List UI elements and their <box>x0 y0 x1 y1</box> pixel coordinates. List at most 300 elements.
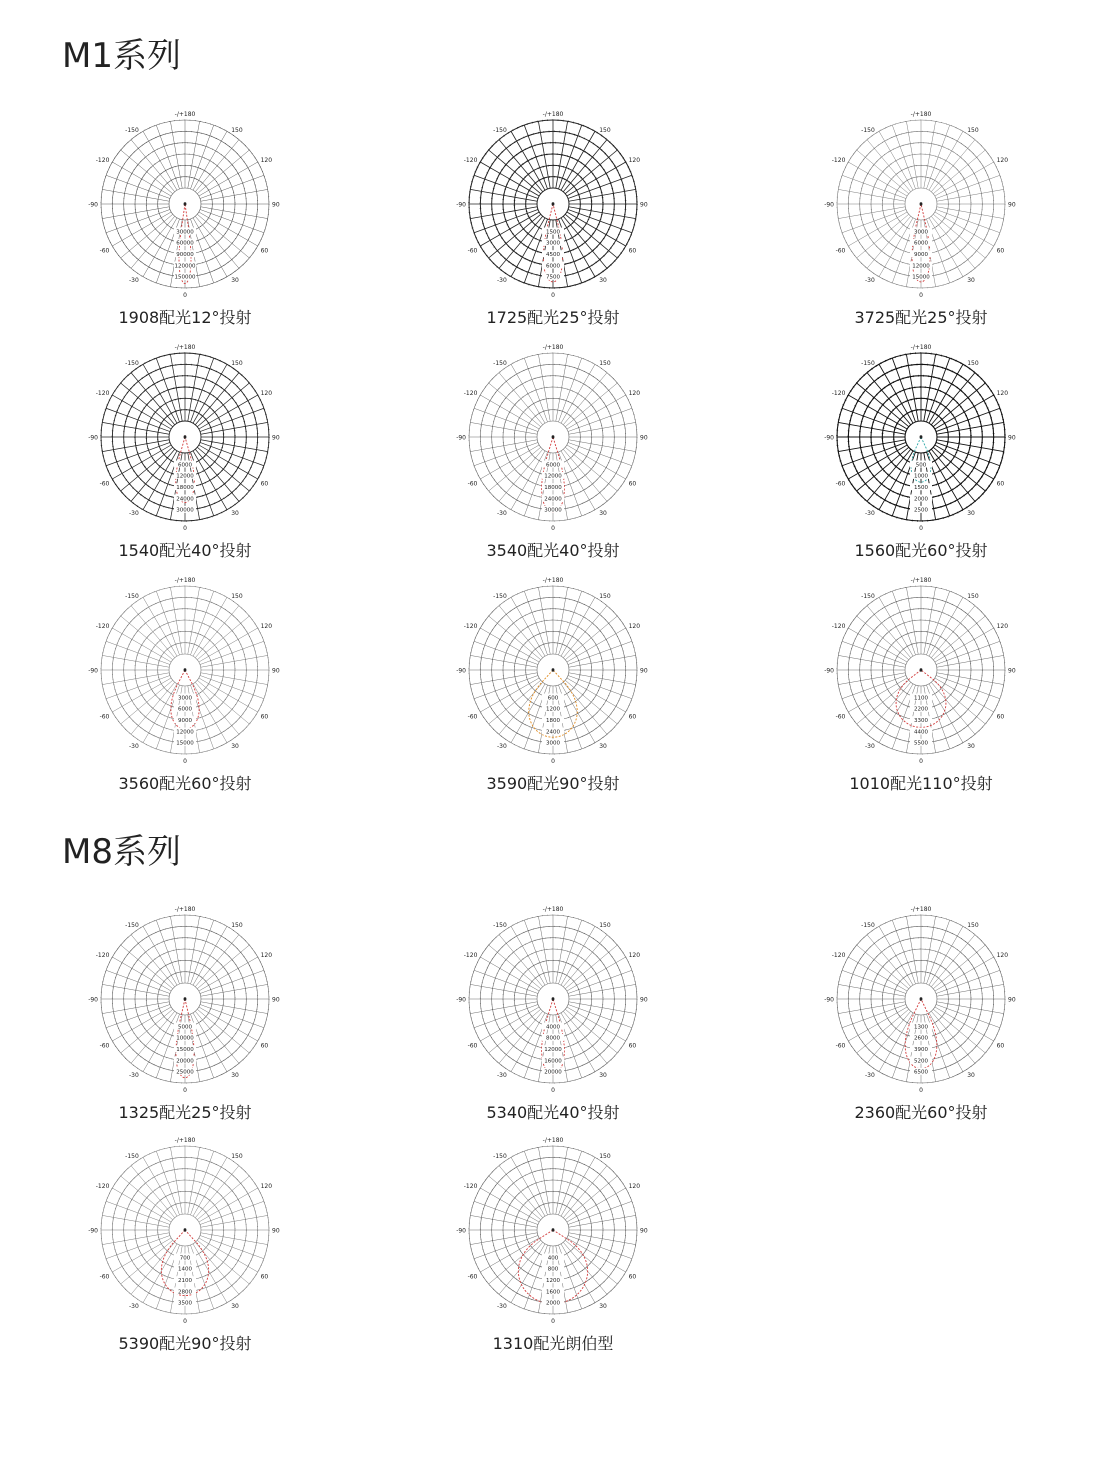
grid-spoke <box>565 616 617 660</box>
angle-label: 90 <box>272 201 280 209</box>
grid-spoke <box>931 606 975 658</box>
grid-spoke <box>929 131 963 190</box>
grid-spoke <box>935 162 994 196</box>
grid-spoke <box>563 1166 607 1218</box>
polar-chart-card <box>75 578 295 808</box>
radial-value-label: 10000 <box>176 1035 194 1042</box>
chart-caption: 1325配光25°投射 <box>118 1103 252 1122</box>
center-label: 0 <box>551 202 555 208</box>
angle-label: 0 <box>551 525 555 532</box>
grid-spoke <box>926 125 949 189</box>
grid-spoke <box>112 1238 171 1272</box>
grid-spoke <box>842 175 906 198</box>
grid-spoke <box>936 175 1000 198</box>
angle-label: -60 <box>99 1042 110 1050</box>
grid-spoke <box>933 1009 985 1053</box>
grid-spoke <box>131 682 175 734</box>
grid-spoke <box>112 1188 171 1222</box>
angle-label: -/+180 <box>542 577 564 584</box>
angle-label: 0 <box>919 525 923 532</box>
grid-spoke <box>935 957 994 991</box>
radial-value-label: 30000 <box>176 229 194 236</box>
grid-spoke <box>524 591 547 655</box>
grid-spoke <box>568 209 632 232</box>
grid-spoke <box>926 358 949 422</box>
radial-value-label: 5500 <box>914 740 928 747</box>
grid-spoke <box>867 606 911 658</box>
grid-spoke <box>489 383 541 427</box>
angle-label: -120 <box>95 623 110 630</box>
angle-label: -90 <box>88 996 98 1004</box>
radial-value-label: 4400 <box>914 729 928 736</box>
polar-chart <box>824 111 1016 300</box>
grid-spoke <box>561 364 595 423</box>
angle-label: 30 <box>231 1072 239 1080</box>
angle-label: -150 <box>125 592 139 600</box>
angle-label: 60 <box>628 1273 637 1281</box>
grid-spoke <box>499 606 543 658</box>
grid-spoke <box>200 175 264 198</box>
chart-caption: 3725配光25°投射 <box>854 308 988 327</box>
grid-spoke <box>848 1007 907 1041</box>
angle-label: 60 <box>996 1042 1005 1050</box>
angle-label: 90 <box>272 667 280 675</box>
polar-chart <box>88 111 280 300</box>
grid-spoke <box>563 935 607 987</box>
center-label: 0 <box>183 435 187 441</box>
grid-spoke <box>936 1004 1000 1027</box>
radial-value-label: 30000 <box>176 507 194 514</box>
grid-spoke <box>936 209 1000 232</box>
angle-label: -30 <box>128 743 139 751</box>
grid-spoke <box>112 957 171 991</box>
angle-label: 150 <box>599 921 611 929</box>
angle-label: 30 <box>599 743 607 751</box>
grid-spoke <box>106 1235 170 1258</box>
angle-label: 120 <box>628 623 641 630</box>
grid-spoke <box>106 209 170 232</box>
grid-spoke <box>200 641 264 664</box>
angle-label: -30 <box>128 277 139 285</box>
angle-label: -60 <box>467 247 478 255</box>
angle-label: -/+180 <box>910 111 932 118</box>
angle-label: -120 <box>463 623 478 630</box>
grid-spoke <box>499 1242 543 1294</box>
grid-spoke <box>568 970 632 993</box>
angle-label: 60 <box>260 480 269 488</box>
angle-label: 150 <box>231 921 243 929</box>
angle-label: 150 <box>231 359 243 367</box>
grid-spoke <box>112 445 171 479</box>
angle-label: -60 <box>467 480 478 488</box>
grid-spoke <box>933 150 985 194</box>
angle-label: -/+180 <box>542 906 564 913</box>
grid-spoke <box>121 214 173 258</box>
angle-label: 60 <box>628 247 637 255</box>
grid-spoke <box>106 1201 170 1224</box>
chart-caption: 3590配光90°投射 <box>486 774 620 793</box>
radial-value-label: 3900 <box>914 1047 928 1053</box>
angle-label: 0 <box>183 292 187 299</box>
angle-label: -120 <box>95 1183 110 1190</box>
grid-spoke <box>499 935 543 987</box>
radial-value-label: 9000 <box>914 252 928 258</box>
center-label: 0 <box>183 668 187 674</box>
grid-spoke <box>200 1235 264 1258</box>
grid-spoke <box>106 1004 170 1027</box>
radial-value-label: 4000 <box>546 1024 560 1031</box>
radial-value-label: 500 <box>915 462 927 469</box>
angle-label: 90 <box>640 667 648 675</box>
grid-spoke <box>565 1009 617 1053</box>
grid-spoke <box>511 131 545 190</box>
angle-label: 0 <box>919 292 923 299</box>
angle-label: 90 <box>1008 996 1016 1004</box>
grid-spoke <box>568 675 632 698</box>
grid-spoke <box>480 1007 539 1041</box>
grid-spoke <box>568 442 632 465</box>
grid-spoke <box>131 935 175 987</box>
grid-spoke <box>499 373 543 425</box>
angle-label: 0 <box>919 758 923 765</box>
angle-label: -120 <box>463 157 478 164</box>
angle-label: -150 <box>493 592 507 600</box>
grid-spoke <box>190 591 213 655</box>
angle-label: 150 <box>231 592 243 600</box>
grid-spoke <box>474 1201 538 1224</box>
radial-value-label: 12000 <box>176 473 194 480</box>
grid-spoke <box>511 1157 545 1216</box>
angle-label: 30 <box>599 277 607 285</box>
angle-label: 60 <box>996 713 1005 721</box>
angle-label: -150 <box>861 126 875 134</box>
angle-label: 60 <box>260 713 269 721</box>
grid-spoke <box>195 606 239 658</box>
grid-spoke <box>929 926 963 985</box>
angle-label: 60 <box>628 1042 637 1050</box>
angle-label: 60 <box>260 247 269 255</box>
radial-value-label: 600 <box>547 695 559 702</box>
grid-spoke <box>112 628 171 662</box>
angle-label: 120 <box>260 1183 273 1190</box>
grid-spoke <box>857 616 909 660</box>
radial-value-label: 3300 <box>914 718 928 724</box>
radial-value-label: 1000 <box>914 473 928 480</box>
section-title-m1: M1系列 <box>62 36 181 76</box>
angle-label: -150 <box>493 359 507 367</box>
radial-value-label: 6000 <box>914 240 928 247</box>
angle-label: 120 <box>628 952 641 959</box>
grid-spoke <box>936 675 1000 698</box>
radial-value-label: 120000 <box>174 263 196 270</box>
grid-spoke <box>199 395 258 429</box>
angle-label: 150 <box>967 921 979 929</box>
polar-chart-card <box>443 112 663 342</box>
angle-label: -90 <box>456 1227 466 1235</box>
polar-chart-card <box>443 578 663 808</box>
chart-caption: 1540配光40°投射 <box>118 541 252 560</box>
radial-value-label: 1600 <box>546 1289 560 1296</box>
grid-spoke <box>561 131 595 190</box>
grid-spoke <box>558 591 581 655</box>
polar-chart-card <box>811 112 1031 342</box>
angle-label: 30 <box>599 1072 607 1080</box>
grid-spoke <box>936 641 1000 664</box>
grid-spoke <box>474 209 538 232</box>
grid-spoke <box>200 970 264 993</box>
angle-label: -30 <box>128 1072 139 1080</box>
chart-caption: 1310配光朗伯型 <box>492 1334 614 1353</box>
angle-label: -120 <box>95 157 110 164</box>
grid-spoke <box>197 945 249 989</box>
angle-label: 60 <box>996 247 1005 255</box>
grid-spoke <box>106 970 170 993</box>
chart-caption: 3540配光40°投射 <box>486 541 620 560</box>
angle-label: 150 <box>231 1152 243 1160</box>
angle-label: 60 <box>260 1273 269 1281</box>
angle-label: 30 <box>967 277 975 285</box>
angle-label: 120 <box>260 157 273 164</box>
chart-caption: 1725配光25°投射 <box>486 308 620 327</box>
grid-spoke <box>200 209 264 232</box>
angle-label: 120 <box>996 390 1009 397</box>
grid-spoke <box>112 1007 171 1041</box>
grid-spoke <box>199 628 258 662</box>
polar-chart <box>456 1137 648 1326</box>
angle-label: 30 <box>967 743 975 751</box>
angle-label: 150 <box>231 126 243 134</box>
grid-spoke <box>474 408 538 431</box>
angle-label: 150 <box>599 1152 611 1160</box>
angle-label: -120 <box>463 1183 478 1190</box>
angle-label: -120 <box>463 952 478 959</box>
angle-label: 150 <box>967 359 979 367</box>
grid-spoke <box>121 945 173 989</box>
angle-label: 90 <box>272 434 280 442</box>
radial-value-label: 400 <box>547 1255 559 1262</box>
grid-spoke <box>480 1188 539 1222</box>
angle-label: 120 <box>260 390 273 397</box>
grid-spoke <box>867 682 911 734</box>
radial-value-label: 20000 <box>176 1058 194 1065</box>
grid-spoke <box>106 675 170 698</box>
grid-spoke <box>489 680 541 724</box>
angle-label: -90 <box>456 667 466 675</box>
angle-label: -60 <box>835 247 846 255</box>
grid-spoke <box>842 675 906 698</box>
grid-spoke <box>842 1004 906 1027</box>
radial-value-label: 1500 <box>914 485 928 491</box>
angle-label: 90 <box>272 1227 280 1235</box>
radial-value-label: 25000 <box>176 1069 194 1076</box>
grid-spoke <box>842 408 906 431</box>
radial-value-label: 12000 <box>544 473 562 480</box>
grid-spoke <box>879 926 913 985</box>
grid-spoke <box>200 675 264 698</box>
grid-spoke <box>563 606 607 658</box>
grid-spoke <box>867 216 911 268</box>
grid-spoke <box>892 125 915 189</box>
grid-spoke <box>112 212 171 246</box>
angle-label: -150 <box>125 1152 139 1160</box>
angle-label: -60 <box>835 1042 846 1050</box>
angle-label: -90 <box>88 667 98 675</box>
grid-spoke <box>480 395 539 429</box>
angle-label: -90 <box>88 1227 98 1235</box>
grid-spoke <box>200 408 264 431</box>
angle-label: -60 <box>467 1273 478 1281</box>
radial-value-label: 1100 <box>914 695 928 702</box>
angle-label: 120 <box>996 157 1009 164</box>
grid-spoke <box>561 597 595 656</box>
radial-value-label: 2000 <box>546 1300 560 1307</box>
grid-spoke <box>156 1151 179 1215</box>
grid-spoke <box>200 1201 264 1224</box>
radial-value-label: 6000 <box>178 462 192 469</box>
radial-value-label: 12000 <box>544 1047 562 1053</box>
grid-spoke <box>931 935 975 987</box>
grid-spoke <box>558 125 581 189</box>
grid-spoke <box>867 1011 911 1063</box>
radial-value-label: 60000 <box>176 240 194 247</box>
grid-spoke <box>565 1240 617 1284</box>
grid-spoke <box>489 616 541 660</box>
grid-spoke <box>848 628 907 662</box>
grid-spoke <box>524 1151 547 1215</box>
grid-spoke <box>474 1004 538 1027</box>
radial-value-label: 2500 <box>914 507 928 514</box>
angle-label: -/+180 <box>910 577 932 584</box>
grid-spoke <box>936 970 1000 993</box>
chart-caption: 1908配光12°投射 <box>118 308 252 327</box>
grid-spoke <box>480 678 539 712</box>
angle-label: -/+180 <box>910 344 932 351</box>
polar-chart-card <box>75 345 295 575</box>
angle-label: 0 <box>919 1087 923 1094</box>
radial-value-label: 2000 <box>914 496 928 503</box>
angle-label: 0 <box>551 292 555 299</box>
grid-spoke <box>933 214 985 258</box>
angle-label: 90 <box>272 996 280 1004</box>
angle-label: 90 <box>1008 201 1016 209</box>
radial-value-label: 5000 <box>178 1024 192 1031</box>
radial-value-label: 12000 <box>912 263 930 270</box>
grid-spoke <box>190 920 213 984</box>
radial-value-label: 2600 <box>914 1035 928 1042</box>
angle-label: 150 <box>967 126 979 134</box>
grid-spoke <box>568 1201 632 1224</box>
radial-value-label: 15000 <box>176 1047 194 1053</box>
grid-spoke <box>193 1157 227 1216</box>
polar-chart <box>88 1137 280 1326</box>
grid-spoke <box>195 140 239 192</box>
angle-label: -150 <box>493 126 507 134</box>
center-label: 0 <box>183 997 187 1003</box>
grid-spoke <box>200 1004 264 1027</box>
grid-spoke <box>199 162 258 196</box>
grid-spoke <box>112 162 171 196</box>
grid-spoke <box>857 945 909 989</box>
radial-value-label: 800 <box>547 1266 559 1273</box>
radial-value-label: 15000 <box>912 274 930 281</box>
grid-spoke <box>197 616 249 660</box>
angle-label: -/+180 <box>542 344 564 351</box>
grid-spoke <box>121 1176 173 1220</box>
grid-spoke <box>480 628 539 662</box>
angle-label: -150 <box>125 921 139 929</box>
angle-label: -120 <box>95 952 110 959</box>
radial-value-label: 8000 <box>546 1035 560 1042</box>
grid-spoke <box>156 358 179 422</box>
radial-value-label: 7500 <box>546 274 560 281</box>
grid-spoke <box>131 1011 175 1063</box>
grid-spoke <box>121 150 173 194</box>
angle-label: -90 <box>88 201 98 209</box>
angle-label: 30 <box>231 1303 239 1311</box>
angle-label: -150 <box>861 921 875 929</box>
angle-label: -90 <box>824 667 834 675</box>
radial-value-label: 18000 <box>176 485 194 491</box>
grid-spoke <box>857 680 909 724</box>
grid-spoke <box>193 597 227 656</box>
grid-spoke <box>565 447 617 491</box>
radial-value-label: 700 <box>179 1255 191 1262</box>
grid-spoke <box>489 1240 541 1284</box>
angle-label: -/+180 <box>910 906 932 913</box>
grid-spoke <box>156 125 179 189</box>
center-label: 0 <box>919 435 923 441</box>
angle-label: -30 <box>496 1072 507 1080</box>
grid-spoke <box>857 214 909 258</box>
grid-spoke <box>121 1240 173 1284</box>
grid-spoke <box>565 383 617 427</box>
angle-label: -60 <box>99 713 110 721</box>
grid-spoke <box>131 216 175 268</box>
grid-spoke <box>480 957 539 991</box>
grid-spoke <box>106 408 170 431</box>
grid-spoke <box>156 920 179 984</box>
polar-chart <box>456 906 648 1095</box>
chart-caption: 5390配光90°投射 <box>118 1334 252 1353</box>
angle-label: -120 <box>95 390 110 397</box>
angle-label: -90 <box>456 201 466 209</box>
chart-caption: 1010配光110°投射 <box>849 774 993 793</box>
grid-spoke <box>143 926 177 985</box>
polar-chart-card <box>443 907 663 1137</box>
angle-label: 120 <box>628 390 641 397</box>
angle-label: 30 <box>599 1303 607 1311</box>
grid-spoke <box>524 358 547 422</box>
angle-label: -/+180 <box>174 111 196 118</box>
angle-label: 60 <box>996 480 1005 488</box>
polar-chart-card <box>75 907 295 1137</box>
angle-label: -60 <box>99 1273 110 1281</box>
angle-label: -30 <box>128 1303 139 1311</box>
grid-spoke <box>474 175 538 198</box>
angle-label: -150 <box>125 126 139 134</box>
polar-chart <box>824 577 1016 766</box>
grid-spoke <box>558 920 581 984</box>
angle-label: 0 <box>551 758 555 765</box>
grid-spoke <box>567 395 626 429</box>
grid-spoke <box>480 445 539 479</box>
angle-label: 60 <box>628 480 637 488</box>
grid-spoke <box>848 957 907 991</box>
center-label: 0 <box>551 435 555 441</box>
center-label: 0 <box>551 1228 555 1234</box>
radial-value-label: 24000 <box>544 496 562 503</box>
grid-spoke <box>842 442 906 465</box>
